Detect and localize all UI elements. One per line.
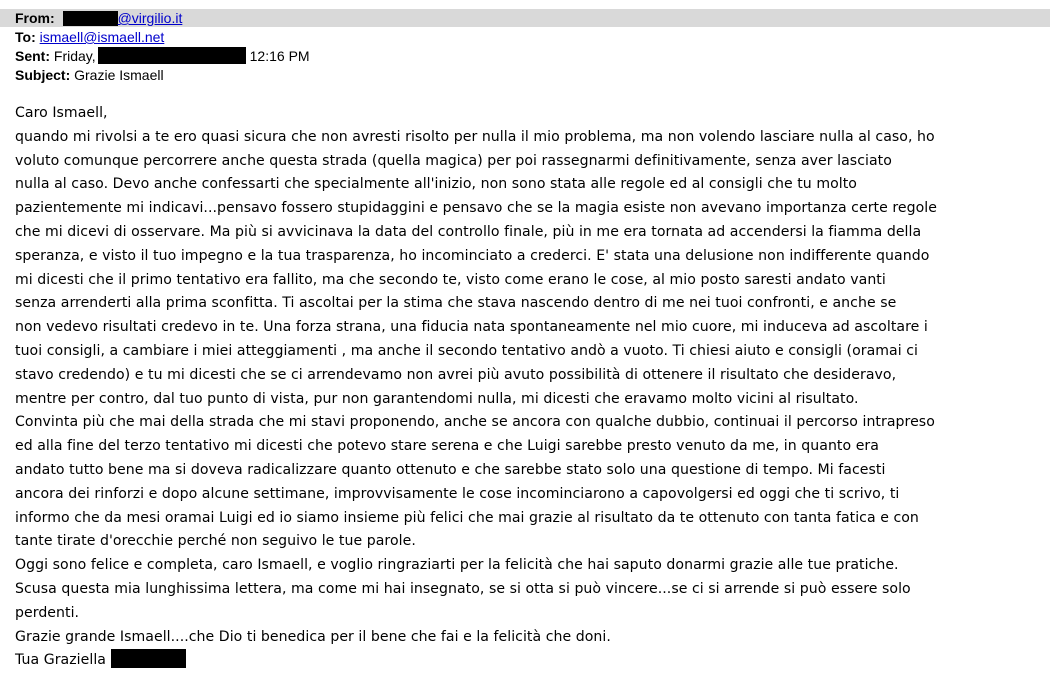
- body-line: stavo credendo) e tu mi dicesti che se ci arrendevamo non avrei più avuto possibilità di ottenere il risultato che desideravo,: [15, 366, 897, 383]
- redacted-from-name: [63, 11, 118, 26]
- signature-text: Tua Graziella: [15, 652, 106, 669]
- body-line: quando mi rivolsi a te ero quasi sicura che non avresti risolto per nulla il mio problema, ma non volendo lasciare nulla al caso, ho: [15, 128, 935, 145]
- sent-day: Friday,: [53, 48, 96, 64]
- body-line: tante tirate d'orecchie perché non seguivo le tue parole.: [15, 533, 416, 550]
- subject-label: Subject:: [15, 67, 71, 83]
- body-line: ed alla fine del terzo tentativo mi dicesti che potevo stare serena e che Luigi sarebbe presto venuto da me, in quanto era: [15, 438, 879, 455]
- body-line: andato tutto bene ma si doveva radicalizzare quanto ottenuto e che sarebbe stato solo una questione di tempo. Mi facesti: [15, 461, 886, 478]
- subject-text: Grazie Ismaell: [74, 67, 164, 83]
- body-line: mentre per contro, dal tuo punto di vista, pur non garantendomi nulla, mi dicesti che eravamo molto vicini al risultato.: [15, 390, 859, 407]
- body-line: nulla al caso. Devo anche confessarti che specialmente all'inizio, non sono stata alle regole ed al consigli che tu molto: [15, 176, 857, 193]
- body-line: non vedevo risultati credevo in te. Una forza strana, una fiducia nata spontaneamente nel mio cuore, mi induceva ad ascoltare i: [15, 319, 928, 336]
- body-line: perdenti.: [15, 604, 80, 621]
- body-line: mi dicesti che il primo tentativo era fallito, ma che secondo te, visto come erano le cose, al mio posto saresti andato vanti: [15, 271, 886, 288]
- subject-row: [15, 66, 164, 84]
- body-line: Scusa questa mia lunghissima lettera, ma come mi hai insegnato, se si otta si può vincere...se ci si arrende si può essere solo: [15, 580, 911, 597]
- from-row: [0, 9, 1050, 27]
- body-line: Grazie grande Ismaell....che Dio ti benedica per il bene che fai e la felicità che doni.: [15, 628, 611, 645]
- body-line: Oggi sono felice e completa, caro Ismaell, e voglio ringraziarti per la felicità che hai saputo donarmi grazie alle tue pratiche.: [15, 557, 899, 574]
- to-row: [15, 28, 164, 46]
- body-line: Convinta più che mai della strada che mi stavi proponendo, anche se ancora con qualche dubbio, continuai il percorso intrapreso: [15, 414, 935, 431]
- body-line: ancora dei rinforzi e dopo alcune settimane, improvvisamente le cose incominciarono a capovolgersi ed oggi che ti scrivo, ti: [15, 485, 900, 502]
- sent-row: [15, 47, 310, 65]
- redacted-surname: [111, 649, 186, 668]
- signature-line: [15, 649, 1047, 673]
- body-line: speranza, e visto il tuo impegno e la tua trasparenza, ho incominciato a crederci. E' stata una delusione non indifferente quando: [15, 247, 930, 264]
- body-line: pazientemente mi indicavi...pensavo fossero stupidaggini e pensavo che se la magia esiste non avevano importanza certe regole: [15, 200, 937, 217]
- body-line: tuoi consigli, a cambiare i miei atteggiamenti , ma anche il secondo tentativo andò a vuoto. Ti chiesi aiuto e consigli (oramai ci: [15, 342, 918, 359]
- email-body: [15, 102, 1047, 673]
- body-line: senza arrenderti alla prima sconfitta. Ti ascoltai per la stima che stava nascendo dentro di me nei tuoi confronti, e anche se: [15, 295, 897, 312]
- from-address-link[interactable]: @virgilio.it: [117, 10, 183, 26]
- redacted-sent-date: [98, 47, 246, 64]
- body-line: Caro Ismaell,: [15, 105, 108, 121]
- body-line: informo che da mesi oramai Luigi ed io siamo insieme più felici che mai grazie al risultato da te ottenuto con tanta fatica e con: [15, 509, 919, 526]
- to-address-link[interactable]: ismaell@ismaell.net: [39, 29, 165, 45]
- body-line: voluto comunque percorrere anche questa strada (quella magica) per poi rassegnarmi definitivamente, senza aver lasciato: [15, 152, 892, 169]
- body-line: che mi dicevi di osservare. Ma più si avvicinava la data del controllo finale, più in me era tornata ad accendersi la fiamma della: [15, 223, 922, 240]
- from-label: From:: [15, 10, 55, 26]
- to-label: To:: [15, 29, 36, 45]
- sent-time: 12:16 PM: [249, 48, 310, 64]
- sent-label: Sent:: [15, 48, 50, 64]
